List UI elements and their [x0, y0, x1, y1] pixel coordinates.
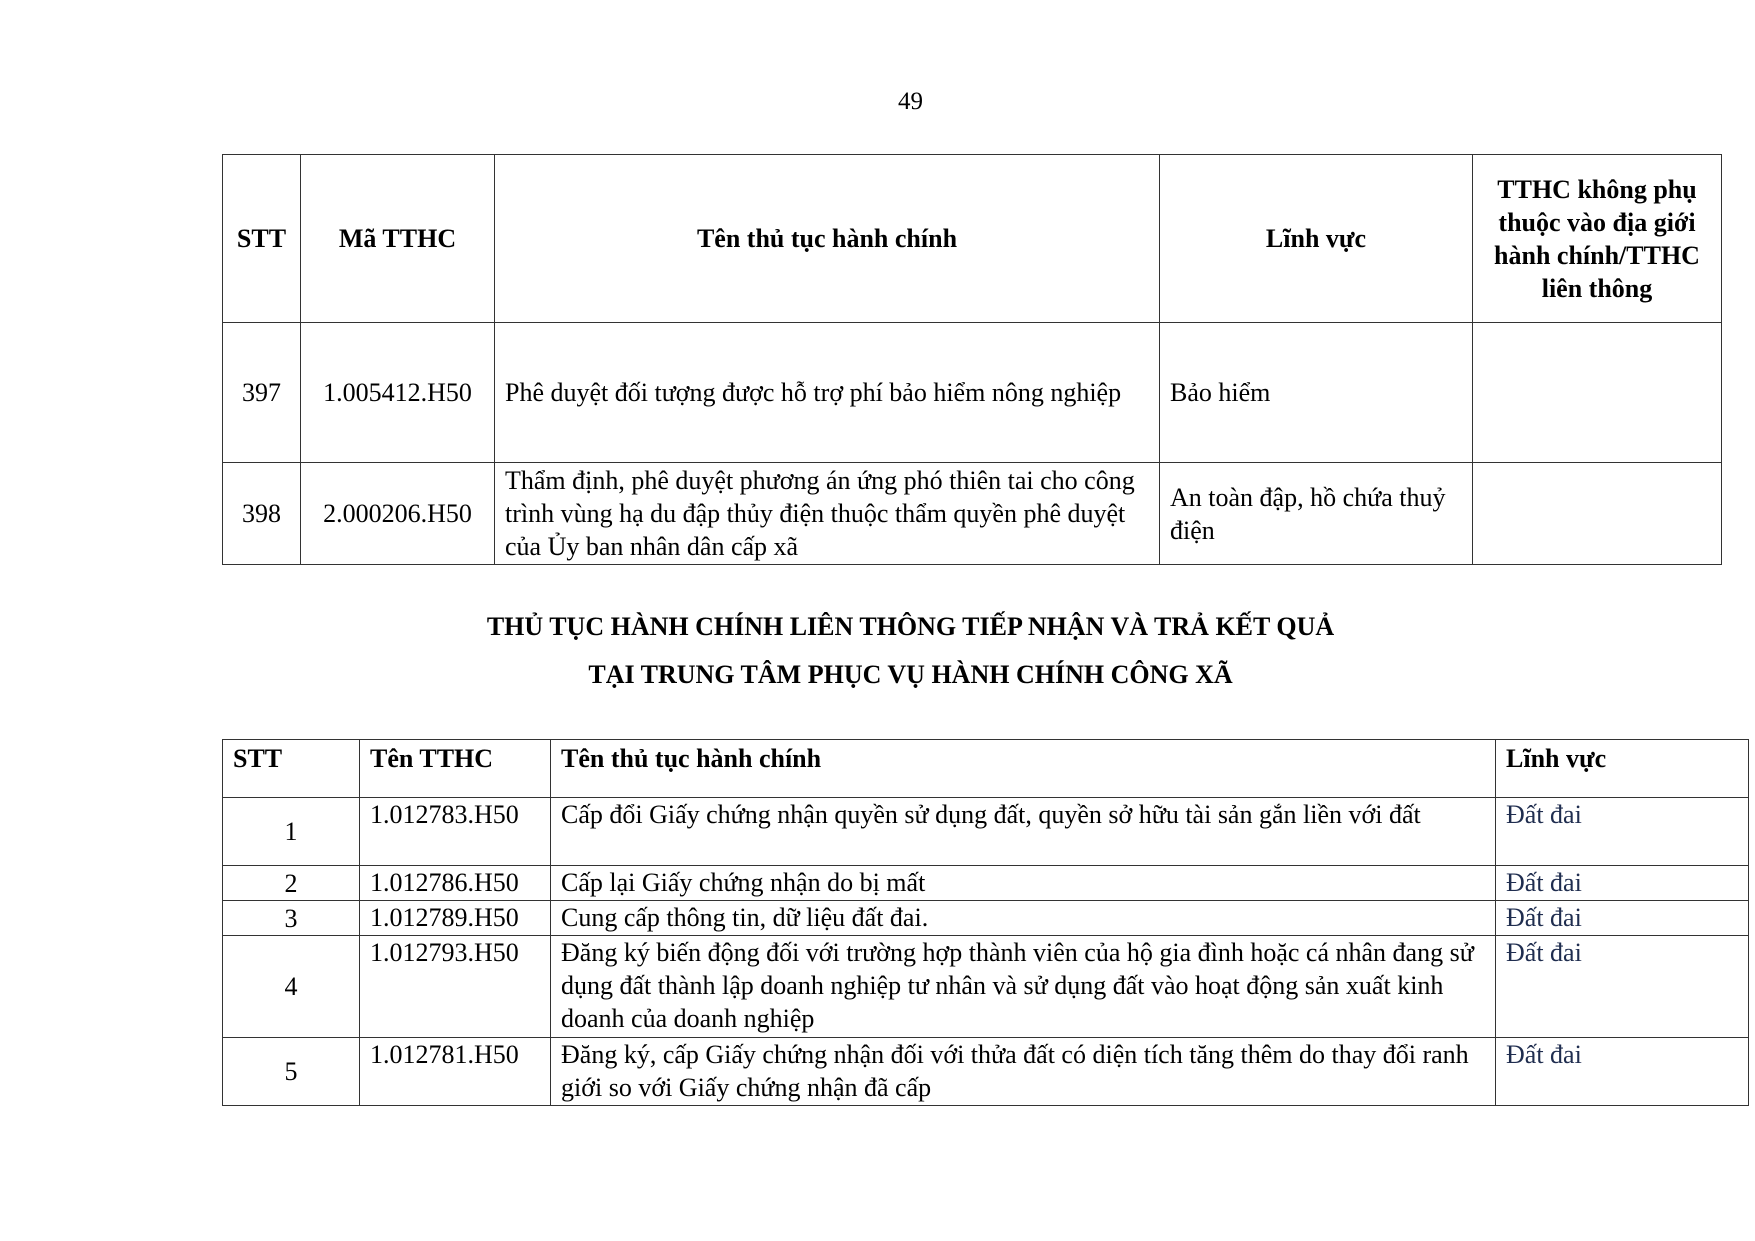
- interlinked-procedures-table: [222, 739, 1749, 1106]
- cell-stt: 397: [223, 323, 301, 463]
- header-name: Tên thủ tục hành chính: [551, 740, 1496, 798]
- cell-stt: 5: [223, 1038, 360, 1106]
- cell-name: Đăng ký biến động đối với trường hợp thành viên của hộ gia đình hoặc cá nhân đang sử dụng đất thành lập doanh nghiệp tư nhân và sử dụng đất vào hoạt động sản xuất kinh doanh của doanh nghiệp: [551, 936, 1496, 1038]
- header-note: TTHC không phụ thuộc vào địa giới hành chính/TTHC liên thông: [1473, 155, 1722, 323]
- cell-stt: 2: [223, 866, 360, 901]
- header-code: Mã TTHC: [301, 155, 495, 323]
- table-header-row: [223, 740, 1749, 798]
- cell-note: [1473, 323, 1722, 463]
- cell-code: 1.012789.H50: [360, 901, 551, 936]
- cell-code: 2.000206.H50: [301, 463, 495, 565]
- header-field: Lĩnh vực: [1160, 155, 1473, 323]
- cell-note: [1473, 463, 1722, 565]
- cell-field: Đất đai: [1496, 866, 1749, 901]
- header-name: Tên thủ tục hành chính: [495, 155, 1160, 323]
- cell-name: Cung cấp thông tin, dữ liệu đất đai.: [551, 901, 1496, 936]
- cell-name: Phê duyệt đối tượng được hỗ trợ phí bảo hiểm nông nghiệp: [495, 323, 1160, 463]
- cell-name: Thẩm định, phê duyệt phương án ứng phó thiên tai cho công trình vùng hạ du đập thủy điện thuộc thẩm quyền phê duyệt của Ủy ban nhân dân cấp xã: [495, 463, 1160, 565]
- header-stt: STT: [223, 155, 301, 323]
- cell-name: Đăng ký, cấp Giấy chứng nhận đối với thửa đất có diện tích tăng thêm do thay đổi ranh giới so với Giấy chứng nhận đã cấp: [551, 1038, 1496, 1106]
- cell-code: 1.012781.H50: [360, 1038, 551, 1106]
- cell-stt: 398: [223, 463, 301, 565]
- cell-field: Bảo hiểm: [1160, 323, 1473, 463]
- section-heading-line2: TẠI TRUNG TÂM PHỤC VỤ HÀNH CHÍNH CÔNG XÃ: [588, 660, 1233, 689]
- table-row: [223, 936, 1749, 1038]
- table-row: [223, 798, 1749, 866]
- procedures-table: [222, 154, 1722, 565]
- cell-stt: 4: [223, 936, 360, 1038]
- cell-field: Đất đai: [1496, 936, 1749, 1038]
- table-header-row: [223, 155, 1722, 323]
- cell-name: Cấp đổi Giấy chứng nhận quyền sử dụng đất, quyền sở hữu tài sản gắn liền với đất: [551, 798, 1496, 866]
- cell-field: Đất đai: [1496, 901, 1749, 936]
- table-row: [223, 901, 1749, 936]
- table-row: [223, 463, 1722, 565]
- cell-field: Đất đai: [1496, 1038, 1749, 1106]
- cell-field: An toàn đập, hồ chứa thuỷ điện: [1160, 463, 1473, 565]
- header-code: Tên TTHC: [360, 740, 551, 798]
- page-number: 49: [898, 88, 923, 115]
- header-field: Lĩnh vực: [1496, 740, 1749, 798]
- table-row: [223, 1038, 1749, 1106]
- cell-code: 1.005412.H50: [301, 323, 495, 463]
- cell-stt: 1: [223, 798, 360, 866]
- cell-code: 1.012786.H50: [360, 866, 551, 901]
- cell-name: Cấp lại Giấy chứng nhận do bị mất: [551, 866, 1496, 901]
- section-heading-line1: THỦ TỤC HÀNH CHÍNH LIÊN THÔNG TIẾP NHẬN VÀ TRẢ KẾT QUẢ: [486, 612, 1335, 641]
- table-row: [223, 866, 1749, 901]
- header-stt: STT: [223, 740, 360, 798]
- table-row: [223, 323, 1722, 463]
- cell-code: 1.012783.H50: [360, 798, 551, 866]
- cell-code: 1.012793.H50: [360, 936, 551, 1038]
- cell-field: Đất đai: [1496, 798, 1749, 866]
- cell-stt: 3: [223, 901, 360, 936]
